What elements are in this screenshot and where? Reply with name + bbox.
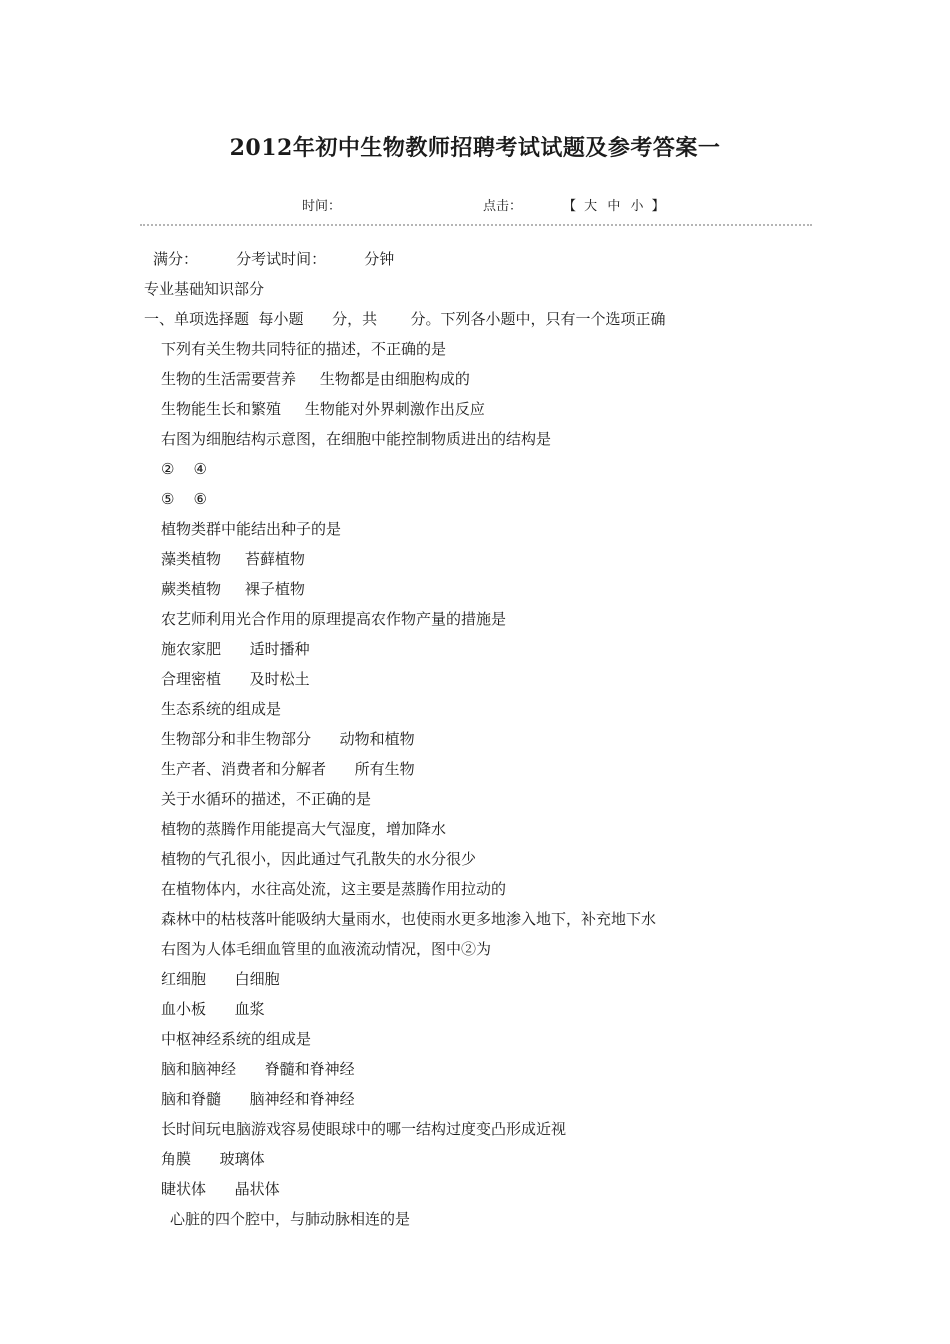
answer-options: 脑和脊髓 脑神经和脊神经 [161, 1090, 355, 1108]
click-count-label: 点击： [483, 199, 523, 214]
answer-options: ⑤ ⑥ [161, 490, 207, 508]
page-title: 2012年初中生物教师招聘考试试题及参考答案一 [229, 135, 721, 161]
score-time-line: 满分： 分考试时间： 分钟 [153, 250, 395, 268]
time-label: 时间： [302, 199, 342, 214]
answer-option: 在植物体内，水往高处流，这主要是蒸腾作用拉动的 [161, 880, 507, 898]
question-text: 长时间玩电脑游戏容易使眼球中的哪一结构过度变凸形成近视 [161, 1120, 567, 1138]
answer-options: 生物部分和非生物部分 动物和植物 [161, 730, 415, 748]
question-text: 下列有关生物共同特征的描述，不正确的是 [161, 340, 447, 358]
answer-options: 生产者、消费者和分解者 所有生物 [161, 760, 415, 778]
size-bracket-close: 】 [651, 199, 666, 214]
question-text: 关于水循环的描述，不正确的是 [161, 790, 372, 808]
question-text: 心脏的四个腔中，与肺动脉相连的是 [170, 1210, 411, 1228]
header-divider [140, 224, 812, 226]
section-heading: 专业基础知识部分 [144, 280, 265, 298]
answer-options: 红细胞 白细胞 [161, 970, 280, 988]
answer-options: 睫状体 晶状体 [161, 1180, 280, 1198]
question-text: 植物类群中能结出种子的是 [161, 520, 342, 538]
answer-options: 生物能生长和繁殖 生物能对外界刺激作出反应 [161, 400, 485, 418]
answer-options: 生物的生活需要营养 生物都是由细胞构成的 [161, 370, 470, 388]
answer-option: 植物的蒸腾作用能提高大气湿度，增加降水 [161, 820, 447, 838]
font-size-selector [563, 195, 666, 214]
answer-options: 脑和脑神经 脊髓和脊神经 [161, 1060, 355, 1078]
question-instructions: 一、单项选择题 每小题 分，共 分。下列各小题中，只有一个选项正确 [144, 310, 666, 328]
font-size-small-link[interactable]: 小 [630, 199, 645, 214]
answer-options: 藻类植物 苔藓植物 [161, 550, 305, 568]
font-size-large-link[interactable]: 大 [584, 199, 599, 214]
answer-option: 植物的气孔很小，因此通过气孔散失的水分很少 [161, 850, 477, 868]
size-bracket-open: 【 [563, 199, 578, 214]
question-text: 生态系统的组成是 [161, 700, 282, 718]
answer-option: 森林中的枯枝落叶能吸纳大量雨水，也使雨水更多地渗入地下，补充地下水 [161, 910, 657, 928]
font-size-medium-link[interactable]: 中 [607, 199, 622, 214]
question-text: 农艺师利用光合作用的原理提高农作物产量的措施是 [161, 610, 507, 628]
answer-options: ② ④ [161, 460, 207, 478]
question-text: 右图为人体毛细血管里的血液流动情况，图中②为 [161, 940, 492, 958]
question-text: 中枢神经系统的组成是 [161, 1030, 312, 1048]
question-text: 右图为细胞结构示意图，在细胞中能控制物质进出的结构是 [161, 430, 552, 448]
answer-options: 施农家肥 适时播种 [161, 640, 310, 658]
meta-info-bar [0, 195, 950, 215]
answer-options: 血小板 血浆 [161, 1000, 265, 1018]
answer-options: 合理密植 及时松土 [161, 670, 310, 688]
answer-options: 蕨类植物 裸子植物 [161, 580, 305, 598]
answer-options: 角膜 玻璃体 [161, 1150, 265, 1168]
